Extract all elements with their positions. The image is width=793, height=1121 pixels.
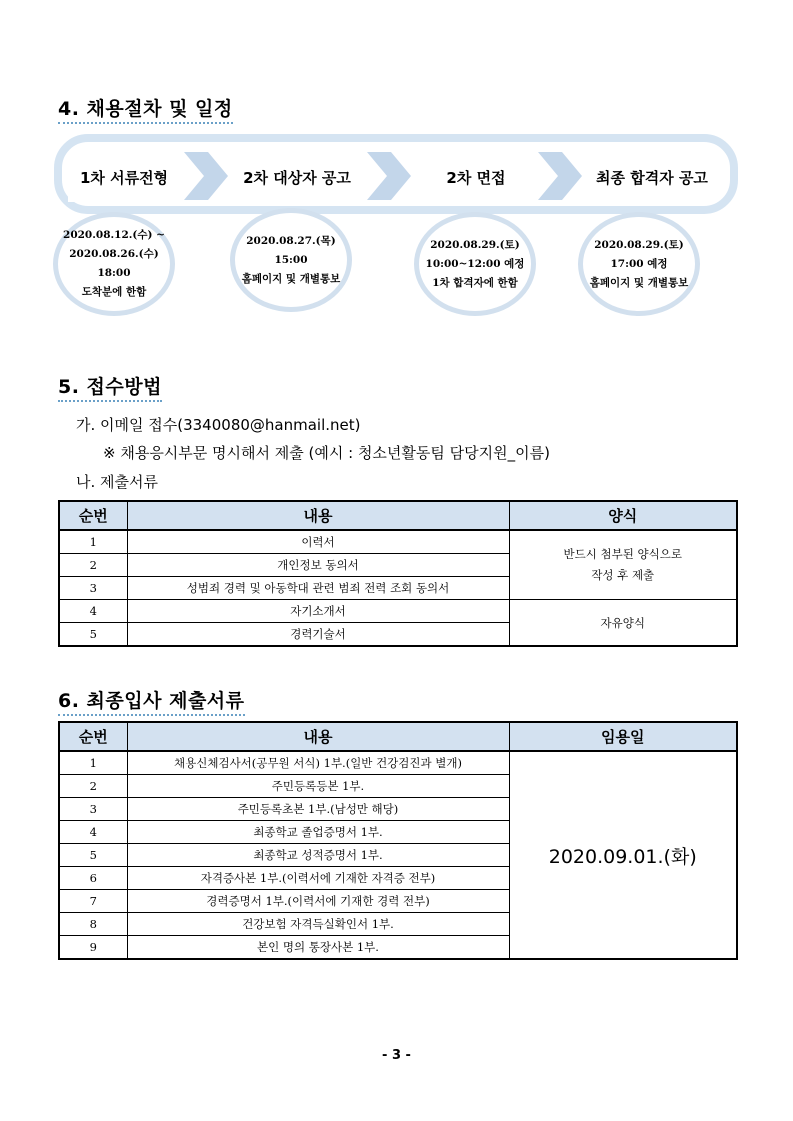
table-row: 4 최종학교 졸업증명서 1부.	[59, 821, 737, 844]
table-row: 6 자격증사본 1부.(이력서에 기재한 자격증 전부)	[59, 867, 737, 890]
format-cell: 반드시 첨부된 양식으로 작성 후 제출	[509, 530, 737, 600]
final-documents-table	[58, 721, 738, 960]
table-row: 1 이력서 반드시 첨부된 양식으로 작성 후 제출	[59, 530, 737, 554]
step-2-label: 2차 대상자 공고	[232, 152, 362, 202]
table-row: 7 경력증명서 1부.(이력서에 기재한 경력 전부)	[59, 890, 737, 913]
table-row: 2 개인정보 동의서	[59, 554, 737, 577]
table-row: 4 자기소개서 자유양식	[59, 600, 737, 623]
step-2-schedule: 2020.08.27.(목) 15:00 홈페이지 및 개별통보	[230, 208, 352, 312]
column-header: 양식	[509, 501, 737, 530]
chevron-arrow-icon	[367, 152, 411, 200]
submission-note: ※ 채용응시부문 명시해서 제출 (예시 : 청소년활동팀 담당지원_이름)	[103, 444, 550, 462]
table-row: 2 주민등록등본 1부.	[59, 775, 737, 798]
column-header: 내용	[127, 722, 509, 751]
section4-heading: 4. 채용절차 및 일정	[58, 94, 233, 124]
email-submission-text: 가. 이메일 접수(3340080@hanmail.net)	[76, 416, 361, 434]
section5-heading: 5. 접수방법	[58, 372, 162, 402]
required-documents-label: 나. 제출서류	[76, 473, 158, 491]
chevron-arrow-icon	[184, 152, 228, 200]
step-3-label: 2차 면접	[420, 152, 532, 202]
step-1-label: 1차 서류전형	[68, 152, 180, 202]
submission-documents-table	[58, 500, 738, 647]
format-cell: 자유양식	[509, 600, 737, 647]
step-1-schedule: 2020.08.12.(수) ~ 2020.08.26.(수) 18:00 도착분에 한함	[53, 212, 175, 316]
table-row: 3 주민등록초본 1부.(남성만 해당)	[59, 798, 737, 821]
column-header: 순번	[59, 722, 127, 751]
appointment-date: 2020.09.01.(화)	[509, 751, 737, 959]
column-header: 내용	[127, 501, 509, 530]
table-row: 3 성범죄 경력 및 아동학대 관련 범죄 전력 조회 동의서	[59, 577, 737, 600]
step-3-schedule: 2020.08.29.(토) 10:00~12:00 예정 1차 합격자에 한함	[414, 212, 536, 316]
table-row: 8 건강보험 자격득실확인서 1부.	[59, 913, 737, 936]
table-header-row	[59, 501, 737, 530]
table-row: 5 최종학교 성적증명서 1부.	[59, 844, 737, 867]
page-number: - 3 -	[382, 1048, 411, 1063]
table-row: 5 경력기술서	[59, 623, 737, 647]
table-row: 1 채용신체검사서(공무원 서식) 1부.(일반 건강검진과 별개) 2020.09.01.(화)	[59, 751, 737, 775]
step-4-schedule: 2020.08.29.(토) 17:00 예정 홈페이지 및 개별통보	[578, 212, 700, 316]
column-header: 순번	[59, 501, 127, 530]
section6-heading: 6. 최종입사 제출서류	[58, 686, 245, 716]
column-header: 임용일	[509, 722, 737, 751]
step-4-label: 최종 합격자 공고	[586, 152, 718, 202]
chevron-arrow-icon	[538, 152, 582, 200]
table-header-row	[59, 722, 737, 751]
table-row: 9 본인 명의 통장사본 1부.	[59, 936, 737, 960]
